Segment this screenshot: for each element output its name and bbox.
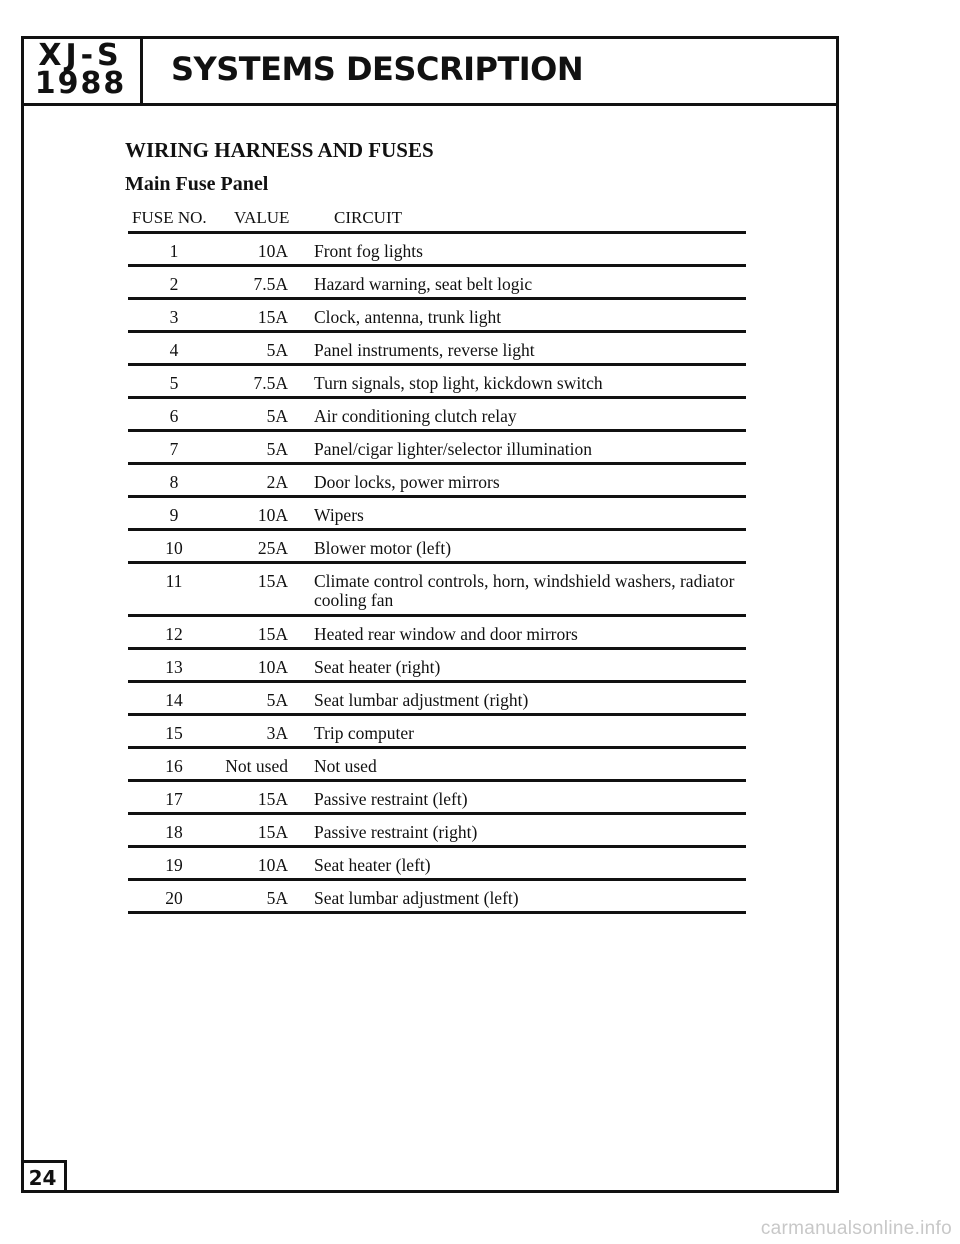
table-row	[128, 531, 746, 564]
fuse-number: 7	[169, 439, 179, 459]
fuse-value: 25A	[257, 538, 288, 558]
fuse-number: 6	[169, 406, 179, 426]
fuse-circuit: Seat lumbar adjustment (left)	[314, 888, 519, 908]
fuse-value: 7.5A	[253, 274, 288, 294]
fuse-value: 5A	[266, 340, 288, 360]
fuse-circuit: Passive restraint (right)	[314, 822, 478, 842]
fuse-circuit: Seat lumbar adjustment (right)	[314, 690, 529, 710]
fuse-value: 5A	[266, 690, 288, 710]
table-row	[128, 366, 746, 399]
model-year-box	[21, 36, 143, 103]
table-row	[128, 881, 746, 914]
fuse-number: 9	[169, 505, 179, 525]
fuse-value: 5A	[266, 406, 288, 426]
table-row	[128, 848, 746, 881]
fuse-table-header	[128, 204, 746, 234]
fuse-number: 3	[169, 307, 179, 327]
table-row	[128, 333, 746, 366]
fuse-number: 8	[169, 472, 179, 492]
table-row	[128, 267, 746, 300]
fuse-value: 10A	[257, 657, 288, 677]
fuse-number: 1	[169, 241, 179, 261]
model-name: XJ-S	[38, 37, 123, 73]
fuse-circuit: Not used	[314, 756, 377, 776]
table-row	[128, 815, 746, 848]
fuse-circuit: Heated rear window and door mirrors	[314, 624, 578, 644]
fuse-value: 7.5A	[253, 373, 288, 393]
fuse-value: 3A	[266, 723, 288, 743]
fuse-number: 5	[169, 373, 179, 393]
table-row	[128, 234, 746, 267]
fuse-value: 5A	[266, 888, 288, 908]
model-year: 1988	[34, 65, 127, 101]
fuse-value: 15A	[257, 789, 288, 809]
fuse-value: 15A	[257, 624, 288, 644]
fuse-circuit: Front fog lights	[314, 241, 423, 261]
table-row	[128, 564, 746, 617]
fuse-number: 2	[169, 274, 179, 294]
fuse-number: 20	[165, 888, 183, 908]
table-row	[128, 300, 746, 333]
fuse-value: 2A	[266, 472, 288, 492]
column-header-value: VALUE	[234, 207, 290, 227]
fuse-value: Not used	[225, 756, 288, 776]
fuse-circuit: Door locks, power mirrors	[314, 472, 500, 492]
fuse-value: 5A	[266, 439, 288, 459]
fuse-circuit: Seat heater (left)	[314, 855, 431, 875]
table-row	[128, 498, 746, 531]
section-title: WIRING HARNESS AND FUSES	[125, 138, 434, 162]
fuse-number: 4	[169, 340, 179, 360]
table-row	[128, 617, 746, 650]
fuse-number: 13	[165, 657, 183, 677]
fuse-circuit: Blower motor (left)	[314, 538, 452, 558]
table-row	[128, 749, 746, 782]
page-header	[21, 36, 839, 106]
panel-title: Main Fuse Panel	[125, 173, 269, 195]
fuse-value: 15A	[257, 571, 288, 591]
fuse-number: 12	[165, 624, 183, 644]
fuse-number: 17	[165, 789, 183, 809]
column-header-fuse-no: FUSE NO.	[132, 207, 207, 227]
fuse-number: 14	[165, 690, 183, 710]
fuse-value: 10A	[257, 241, 288, 261]
fuse-circuit: Seat heater (right)	[314, 657, 441, 677]
page-number: 24	[21, 1160, 67, 1193]
table-row	[128, 432, 746, 465]
page-title: SYSTEMS DESCRIPTION	[171, 50, 584, 88]
fuse-circuit: Hazard warning, seat belt logic	[314, 274, 533, 294]
fuse-circuit: Passive restraint (left)	[314, 789, 468, 809]
fuse-circuit: Panel instruments, reverse light	[314, 340, 535, 360]
fuse-value: 10A	[257, 505, 288, 525]
fuse-value: 15A	[257, 307, 288, 327]
column-header-circuit: CIRCUIT	[334, 207, 402, 227]
fuse-table-body	[128, 234, 746, 914]
fuse-circuit: Turn signals, stop light, kickdown switch	[314, 373, 603, 393]
fuse-value: 10A	[257, 855, 288, 875]
fuse-circuit: Clock, antenna, trunk light	[314, 307, 502, 327]
fuse-number: 15	[165, 723, 183, 743]
fuse-number: 19	[165, 855, 183, 875]
fuse-value: 15A	[257, 822, 288, 842]
table-row	[128, 782, 746, 815]
fuse-circuit: Wipers	[314, 505, 364, 525]
watermark: carmanualsonline.info	[760, 1218, 952, 1239]
fuse-circuit: Air conditioning clutch relay	[314, 406, 517, 426]
fuse-number: 10	[165, 538, 183, 558]
fuse-circuit: Trip computer	[314, 723, 414, 743]
fuse-number: 11	[165, 571, 183, 591]
table-row	[128, 716, 746, 749]
fuse-table	[128, 204, 746, 914]
table-row	[128, 465, 746, 498]
table-row	[128, 683, 746, 716]
fuse-number: 18	[165, 822, 183, 842]
table-row	[128, 650, 746, 683]
fuse-number: 16	[165, 756, 183, 776]
fuse-circuit: Panel/cigar lighter/selector illumination	[314, 439, 592, 459]
table-row	[128, 399, 746, 432]
fuse-circuit: Climate control controls, horn, windshield washers, radiator cooling fan	[314, 571, 735, 610]
